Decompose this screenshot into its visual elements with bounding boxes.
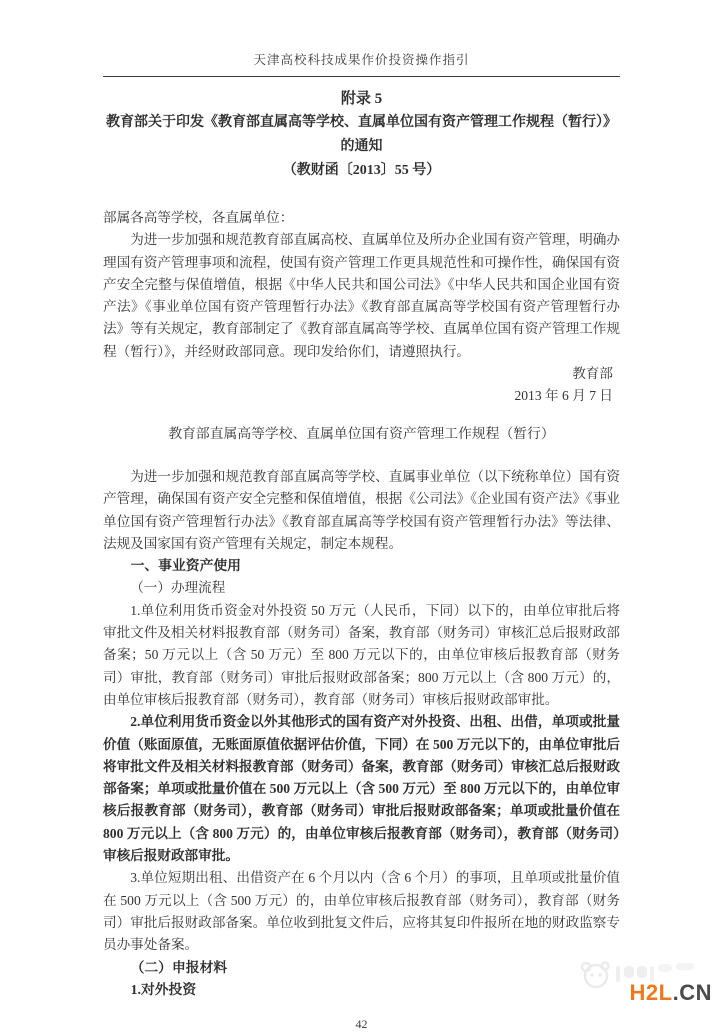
document-number: （教财函〔2013〕55 号） <box>282 163 441 178</box>
subsection-1-heading: （一）办理流程 <box>130 580 226 596</box>
watermark-brand-name: H2L <box>629 980 673 1005</box>
watermark <box>574 954 714 1006</box>
watermark-brand-domain: .CN <box>672 980 712 1005</box>
watermark-brand <box>630 980 712 1006</box>
notice-title: 教育部关于印发《教育部直属高等学校、直属单位国有资产管理工作规程（暂行）》的通知 <box>106 115 617 154</box>
section-1-heading: 一、事业资产使用 <box>130 558 241 574</box>
signer: 教育部 <box>572 366 613 382</box>
subsection-2-heading: （二）申报材料 <box>130 959 228 975</box>
appendix-label: 附录 5 <box>340 91 383 107</box>
page-number: 42 <box>355 1017 368 1032</box>
procedure-item-2: 2.单位利用货币资金以外其他形式的国有资产对外投资、出租、出借，单项或批量价值（账面原值，无账面原值依据评估价值，下同）在 500 万元以下的，由单位审批后将审批文件及相关材料报教育部（财务司）备案，教育部（财务司）审核汇总后报财政部备案；单项或批量价值在 500 万元以上（含 500 万元）至 800 万元以下的，由单位审核后报教育部（财务司），教育部（财务司）审批后报财政部备案；单项或批量价值在 800 万元以上（含 800 万元）的，由单位审核后报教育部（财务司），教育部（财务司）审核后报财政部审批。 <box>103 714 620 864</box>
regulation-title: 教育部直属高等学校、直属单位国有资产管理工作规程（暂行） <box>168 425 555 441</box>
sign-date: 2013 年 6 月 7 日 <box>514 388 613 404</box>
notice-body-paragraph: 为进一步加强和规范教育部直属高校、直属单位及所办企业国有资产管理，明确办理国有资产管理事项和流程，使国有资产管理工作更具规范性和可操作性，确保国有资产安全完整与保值增值，根据《中华人民共和国公司法》《中华人民共和国企业国有资产法》《事业单位国有资产管理暂行办法》《教育部直属高等学校国有资产管理暂行办法》等有关规定，教育部制定了《教育部直属高等学校、直属单位国有资产管理工作规程（暂行）》，并经财政部同意。现印发给你们，请遵照执行。 <box>103 232 620 359</box>
salutation: 部属各高等学校，各直属单位： <box>103 210 294 225</box>
running-header: 天津高校科技成果作价投资操作指引 <box>103 0 620 77</box>
subsection-2-item-1: 1.对外投资 <box>130 981 197 997</box>
document-page <box>103 0 620 1032</box>
regulation-preamble: 为进一步加强和规范教育部直属高等学校、直属事业单位（以下统称单位）国有资产管理，确保国有资产安全完整和保值增值，根据《公司法》《企业国有资产法》《事业单位国有资产管理暂行办法》《教育部直属高等学校国有资产管理暂行办法》等法律、法规及国家国有资产管理有关规定，制定本规程。 <box>103 468 620 551</box>
procedure-item-1: 1.单位利用货币资金对外投资 50 万元（人民币，下同）以下的，由单位审批后将审批文件及相关材料报教育部（财务司）备案，教育部（财务司）审核汇总后报财政部备案；50 万元以上（含 50 万元）至 800 万元以下的，由单位审核后报教育部（财务司）审批，教育部（财务司）审批后报财政部备案；800 万元以上（含 800 万元）的，由单位审核后报教育部（财务司），教育部（财务司）审核后报财政部审批。 <box>103 602 620 707</box>
procedure-item-3: 3.单位短期出租、出借资产在 6 个月以内（含 6 个月）的事项，且单项或批量价值在 500 万元以上（含 500 万元）的，由单位审核后报教育部（财务司），教育部（财务司）审批后报财政部备案。单位收到批复文件后，应将其复印件报所在地的财政监察专员办事处备案。 <box>103 870 620 953</box>
